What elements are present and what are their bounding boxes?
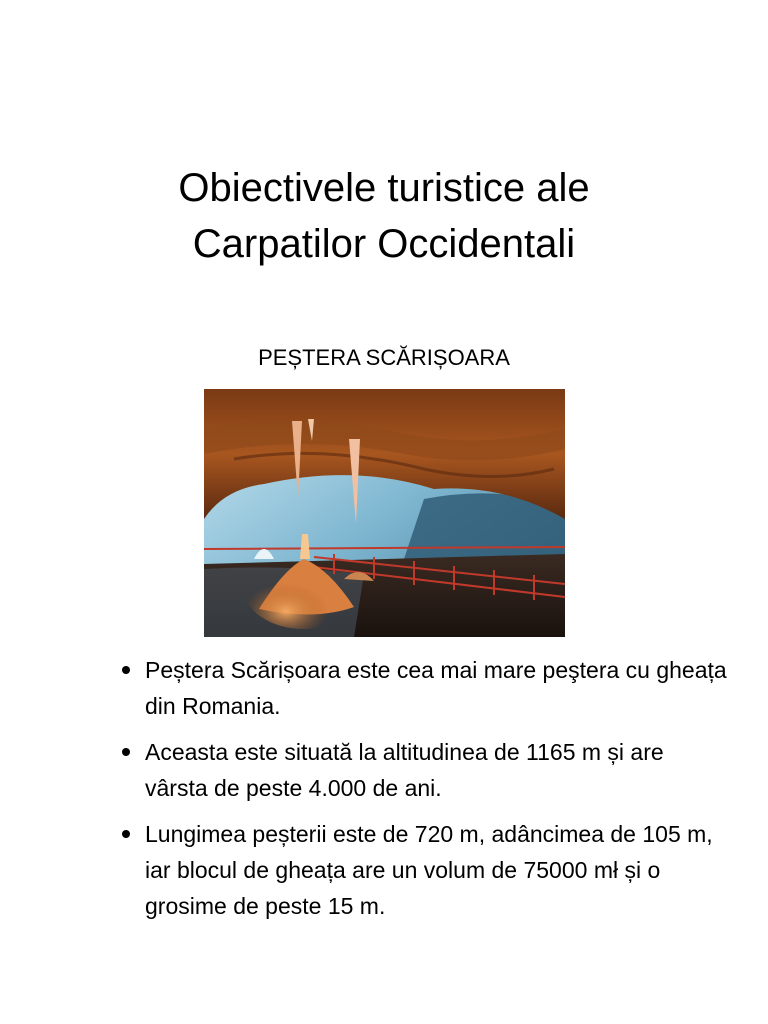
list-item [118, 816, 728, 924]
title-line-2: Carpatilor Occidentali [192, 222, 576, 266]
title-line-1: Obiectivele turistice ale [178, 166, 590, 210]
list-item-text: Aceasta este situată la altitudinea de 1165 m și are vârsta de peste 4.000 de ani. [145, 739, 664, 801]
bullet-icon [122, 830, 130, 838]
page-title [0, 160, 768, 272]
cave-photo [204, 389, 565, 637]
list-item-text: Peștera Scărișoara este cea mai mare peştera cu gheața din Romania. [145, 657, 727, 719]
bullet-icon [122, 666, 130, 674]
bullet-list [118, 652, 728, 934]
list-item [118, 652, 728, 724]
list-item [118, 734, 728, 806]
section-heading: PEȘTERA SCĂRIȘOARA [258, 345, 510, 370]
bullet-icon [122, 748, 130, 756]
list-item-text: Lungimea peșterii este de 720 m, adâncimea de 105 m, iar blocul de gheața are un volum de 75000 mł și o grosime de peste 15 m. [145, 821, 713, 919]
